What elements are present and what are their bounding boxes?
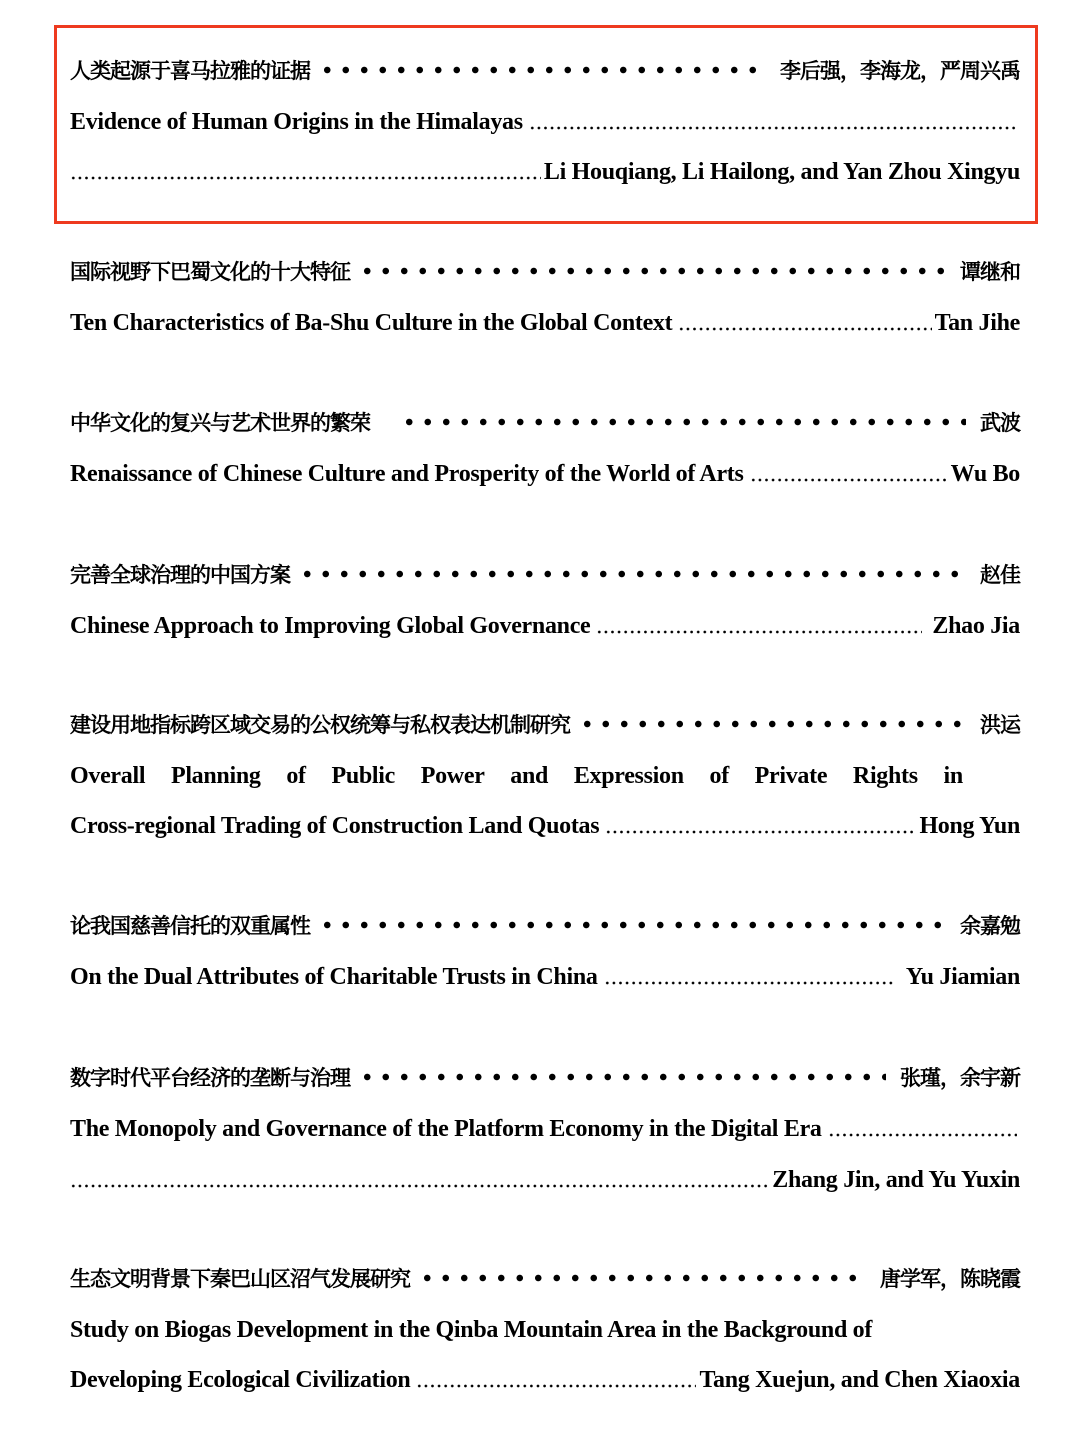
cn-title: 数字时代平台经济的垄断与治理 (70, 1066, 350, 1090)
cn-title: 建设用地指标跨区域交易的公权统筹与私权表达机制研究 (70, 713, 570, 737)
en-title: Evidence of Human Origins in the Himalayas (70, 108, 523, 135)
en-title: Ten Characteristics of Ba-Shu Culture in the Global Context (70, 309, 673, 336)
cn-title: 人类起源于喜马拉雅的证据 (70, 59, 310, 83)
word: in (943, 762, 963, 789)
dot-leader (605, 828, 916, 836)
word: of (709, 762, 729, 789)
dot-leader (596, 628, 922, 636)
cn-authors: 李后强，李海龙，严周兴禹 (780, 59, 1020, 83)
toc-entry-cn-3[interactable] (70, 556, 1020, 592)
cn-title: 国际视野下巴蜀文化的十大特征 (70, 260, 350, 284)
dot-leader (70, 174, 541, 182)
word: Private (754, 762, 828, 789)
dot-leader (418, 1271, 866, 1285)
dot-leader (578, 717, 966, 731)
cn-authors: 武波 (980, 411, 1020, 435)
cn-authors: 谭继和 (960, 260, 1020, 284)
toc-entry-cn-5[interactable] (70, 907, 1020, 943)
word: Public (331, 762, 396, 789)
toc-entry-en-0[interactable] (70, 104, 1020, 140)
toc-entry-en-4-line1[interactable] (70, 758, 1020, 794)
toc-entry-en-7-line1[interactable] (70, 1312, 1020, 1348)
en-authors: Zhao Jia (932, 612, 1020, 639)
dot-leader (358, 1070, 886, 1084)
toc-entry-cn-4[interactable] (70, 706, 1020, 742)
en-title: Chinese Approach to Improving Global Governance (70, 612, 591, 639)
toc-entry-en-2[interactable] (70, 456, 1020, 492)
en-title-line2: Cross-regional Trading of Construction Land Quotas (70, 812, 600, 839)
toc-entry-en-6[interactable] (70, 1111, 1020, 1147)
en-title: On the Dual Attributes of Charitable Trusts in China (70, 963, 598, 990)
dot-leader (529, 124, 1017, 132)
word: Power (420, 762, 485, 789)
dot-leader (298, 567, 966, 581)
en-title: The Monopoly and Governance of the Platform Economy in the Digital Era (70, 1115, 822, 1142)
en-authors: Yu Jiamian (905, 963, 1020, 990)
en-authors: Li Houqiang, Li Hailong, and Yan Zhou Xingyu (543, 158, 1020, 185)
dot-leader (400, 415, 966, 429)
dot-leader (678, 325, 931, 333)
en-title-line2: Developing Ecological Civilization (70, 1366, 411, 1393)
toc-entry-en-3[interactable] (70, 608, 1020, 644)
word: Overall (70, 762, 146, 789)
en-title-line1 (70, 763, 963, 790)
word: Expression (573, 762, 684, 789)
toc-entry-cn-7[interactable] (70, 1260, 1020, 1296)
toc-entry-cn-0[interactable] (70, 52, 1020, 88)
dot-leader (416, 1382, 696, 1390)
dot-leader (318, 63, 766, 77)
cn-title: 论我国慈善信托的双重属性 (70, 914, 310, 938)
dot-leader (828, 1131, 1017, 1139)
cn-authors: 余嘉勉 (960, 914, 1020, 938)
cn-authors: 洪运 (980, 713, 1020, 737)
dot-leader (604, 979, 896, 987)
en-title: Renaissance of Chinese Culture and Prosperity of the World of Arts (70, 460, 744, 487)
word: Rights (852, 762, 918, 789)
toc-entry-cn-2[interactable] (70, 404, 1020, 440)
word: Planning (170, 762, 261, 789)
cn-title: 完善全球治理的中国方案 (70, 563, 290, 587)
en-authors: Tan Jihe (934, 309, 1020, 336)
word: of (286, 762, 306, 789)
toc-entry-en-5[interactable] (70, 959, 1020, 995)
toc-entry-en-6-authors[interactable] (70, 1162, 1020, 1198)
cn-title: 中华文化的复兴与艺术世界的繁荣 (70, 411, 370, 435)
en-authors: Wu Bo (950, 460, 1020, 487)
cn-authors: 唐学军，陈晓霞 (880, 1267, 1020, 1291)
cn-authors: 赵佳 (980, 563, 1020, 587)
dot-leader (750, 476, 948, 484)
toc-entry-en-7-line2[interactable] (70, 1362, 1020, 1398)
toc-entry-en-1[interactable] (70, 305, 1020, 341)
en-authors: Tang Xuejun, and Chen Xiaoxia (699, 1366, 1020, 1393)
toc-entry-en-0-authors[interactable] (70, 154, 1020, 190)
toc-entry-cn-1[interactable] (70, 253, 1020, 289)
toc-entry-cn-6[interactable] (70, 1059, 1020, 1095)
cn-title: 生态文明背景下秦巴山区沼气发展研究 (70, 1267, 410, 1291)
dot-leader (318, 918, 946, 932)
en-authors: Hong Yun (919, 812, 1020, 839)
en-title-line1: Study on Biogas Development in the Qinba Mountain Area in the Background of (70, 1316, 873, 1343)
dot-leader (70, 1182, 769, 1190)
cn-authors: 张瑾，余宇新 (900, 1066, 1020, 1090)
dot-leader (358, 264, 946, 278)
en-authors: Zhang Jin, and Yu Yuxin (772, 1166, 1020, 1193)
word: and (510, 762, 549, 789)
toc-entry-en-4-line2[interactable] (70, 808, 1020, 844)
